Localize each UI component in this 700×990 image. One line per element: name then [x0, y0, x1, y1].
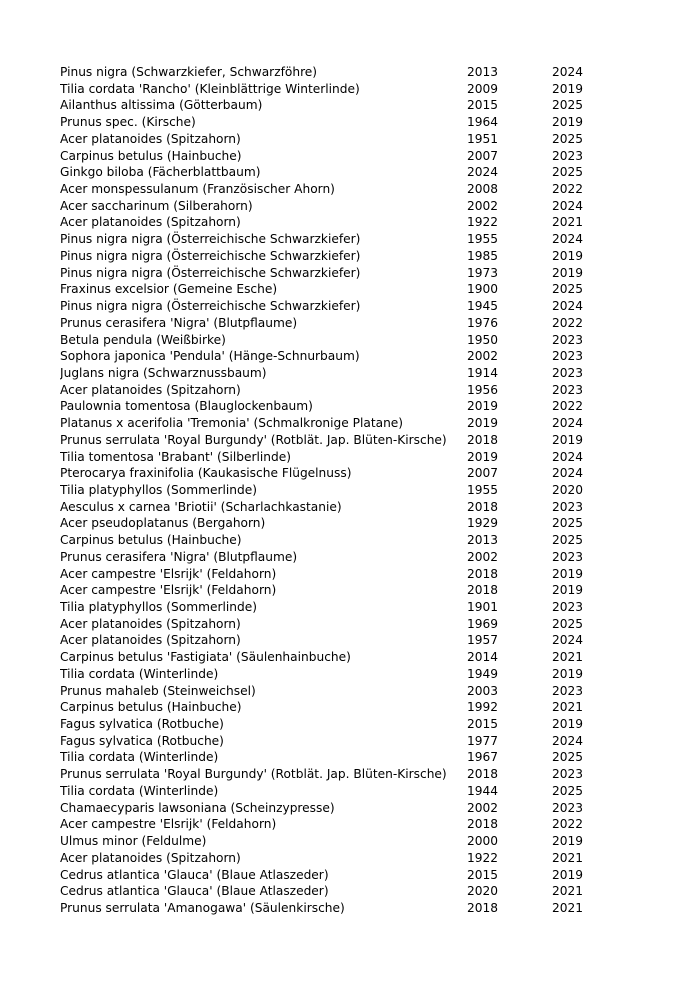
end-year: 2024	[552, 198, 584, 213]
planting-year: 2019	[467, 416, 499, 431]
end-year: 2023	[552, 332, 584, 347]
end-year: 2019	[552, 717, 584, 732]
tree-species-name: Prunus serrulata 'Amanogawa' (Säulenkirsche)	[60, 900, 345, 915]
end-year: 2021	[552, 650, 584, 665]
tree-species-name: Acer platanoides (Spitzahorn)	[60, 633, 241, 648]
table-row	[60, 281, 600, 298]
table-row	[60, 616, 600, 633]
tree-species-name: Juglans nigra (Schwarznussbaum)	[60, 365, 267, 380]
end-year: 2019	[552, 867, 584, 882]
tree-species-name: Acer platanoides (Spitzahorn)	[60, 215, 241, 230]
end-year: 2019	[552, 115, 584, 130]
planting-year: 2002	[467, 549, 499, 564]
end-year: 2023	[552, 499, 584, 514]
end-year: 2025	[552, 282, 584, 297]
tree-species-name: Platanus x acerifolia 'Tremonia' (Schmalkronige Platane)	[60, 416, 404, 431]
tree-species-name: Acer platanoides (Spitzahorn)	[60, 131, 241, 146]
table-row	[60, 432, 600, 449]
table-row	[60, 900, 600, 917]
table-row	[60, 382, 600, 399]
table-row	[60, 683, 600, 700]
table-row	[60, 632, 600, 649]
tree-species-name: Pterocarya fraxinifolia (Kaukasische Flügelnuss)	[60, 466, 352, 481]
planting-year: 2018	[467, 583, 499, 598]
planting-year: 1977	[467, 733, 499, 748]
end-year: 2022	[552, 399, 584, 414]
planting-year: 1955	[467, 482, 499, 497]
planting-year: 2015	[467, 717, 499, 732]
planting-year: 1951	[467, 131, 499, 146]
planting-year: 1929	[467, 516, 499, 531]
table-row	[60, 348, 600, 365]
planting-year: 2018	[467, 900, 499, 915]
planting-year: 1949	[467, 666, 499, 681]
planting-year: 1976	[467, 315, 499, 330]
table-row	[60, 298, 600, 315]
table-row	[60, 766, 600, 783]
planting-year: 1901	[467, 600, 499, 614]
planting-year: 1956	[467, 382, 499, 397]
planting-year: 1922	[467, 850, 499, 865]
table-row	[60, 716, 600, 733]
planting-year: 2002	[467, 800, 499, 815]
tree-species-name: Tilia platyphyllos (Sommerlinde)	[60, 600, 257, 614]
end-year: 2019	[552, 583, 584, 598]
planting-year: 2024	[467, 165, 499, 180]
end-year: 2023	[552, 549, 584, 564]
table-row	[60, 867, 600, 884]
end-year: 2020	[552, 482, 584, 497]
end-year: 2025	[552, 516, 584, 531]
planting-year: 1955	[467, 232, 499, 247]
tree-species-name: Acer platanoides (Spitzahorn)	[60, 382, 241, 397]
tree-species-name: Prunus spec. (Kirsche)	[60, 115, 196, 130]
planting-year: 2003	[467, 683, 499, 698]
tree-species-name: Acer campestre 'Elsrijk' (Feldahorn)	[60, 583, 277, 598]
planting-year: 1967	[467, 750, 499, 765]
tree-species-name: Carpinus betulus (Hainbuche)	[60, 148, 242, 163]
end-year: 2022	[552, 182, 584, 197]
tree-species-name: Pinus nigra nigra (Österreichische Schwarzkiefer)	[60, 265, 361, 280]
end-year: 2023	[552, 382, 584, 397]
table-row	[60, 81, 600, 98]
tree-species-name: Tilia cordata (Winterlinde)	[60, 750, 219, 765]
tree-species-name: Acer campestre 'Elsrijk' (Feldahorn)	[60, 566, 277, 581]
table-row	[60, 699, 600, 716]
tree-species-name: Tilia cordata 'Rancho' (Kleinblättrige Winterlinde)	[60, 81, 360, 96]
end-year: 2024	[552, 65, 584, 79]
end-year: 2024	[552, 733, 584, 748]
table-row	[60, 198, 600, 215]
end-year: 2021	[552, 900, 584, 915]
planting-year: 2008	[467, 182, 499, 197]
planting-year: 1969	[467, 616, 499, 631]
planting-year: 2002	[467, 198, 499, 213]
table-row	[60, 248, 600, 265]
end-year: 2025	[552, 616, 584, 631]
table-row	[60, 833, 600, 850]
tree-species-name: Paulownia tomentosa (Blauglockenbaum)	[60, 399, 313, 414]
tree-species-name: Chamaecyparis lawsoniana (Scheinzypresse)	[60, 800, 335, 815]
tree-species-name: Pinus nigra nigra (Österreichische Schwarzkiefer)	[60, 248, 361, 263]
table-row	[60, 733, 600, 750]
table-row	[60, 599, 600, 616]
end-year: 2024	[552, 633, 584, 648]
table-row	[60, 666, 600, 683]
end-year: 2023	[552, 683, 584, 698]
table-row	[60, 114, 600, 131]
planting-year: 1900	[467, 282, 499, 297]
end-year: 2024	[552, 299, 584, 314]
planting-year: 1950	[467, 332, 499, 347]
end-year: 2019	[552, 834, 584, 849]
end-year: 2023	[552, 148, 584, 163]
end-year: 2024	[552, 416, 584, 431]
tree-species-name: Carpinus betulus (Hainbuche)	[60, 533, 242, 548]
planting-year: 2000	[467, 834, 499, 849]
planting-year: 2015	[467, 867, 499, 882]
table-row	[60, 800, 600, 817]
tree-species-name: Aesculus x carnea 'Briotii' (Scharlachkastanie)	[60, 499, 342, 514]
tree-species-name: Prunus serrulata 'Royal Burgundy' (Rotblät. Jap. Blüten-Kirsche)	[60, 767, 447, 782]
planting-year: 2013	[467, 533, 499, 548]
end-year: 2022	[552, 817, 584, 832]
tree-species-name: Tilia cordata (Winterlinde)	[60, 783, 219, 798]
table-row	[60, 148, 600, 165]
table-row	[60, 181, 600, 198]
end-year: 2025	[552, 165, 584, 180]
tree-species-name: Pinus nigra nigra (Österreichische Schwarzkiefer)	[60, 232, 361, 247]
tree-species-name: Prunus serrulata 'Royal Burgundy' (Rotblät. Jap. Blüten-Kirsche)	[60, 432, 447, 447]
table-row	[60, 265, 600, 282]
tree-species-name: Betula pendula (Weißbirke)	[60, 332, 226, 347]
table-row	[60, 398, 600, 415]
tree-species-name: Sophora japonica 'Pendula' (Hänge-Schnurbaum)	[60, 349, 360, 364]
planting-year: 2020	[467, 884, 499, 899]
end-year: 2023	[552, 365, 584, 380]
tree-species-name: Cedrus atlantica 'Glauca' (Blaue Atlaszeder)	[60, 884, 329, 899]
planting-year: 1985	[467, 248, 499, 263]
planting-year: 2018	[467, 817, 499, 832]
tree-species-name: Ulmus minor (Feldulme)	[60, 834, 207, 849]
tree-species-name: Prunus cerasifera 'Nigra' (Blutpflaume)	[60, 315, 298, 330]
end-year: 2022	[552, 315, 584, 330]
planting-year: 1992	[467, 700, 499, 715]
tree-species-name: Tilia tomentosa 'Brabant' (Silberlinde)	[60, 449, 291, 464]
end-year: 2024	[552, 466, 584, 481]
planting-year: 1922	[467, 215, 499, 230]
end-year: 2024	[552, 232, 584, 247]
tree-species-name: Tilia platyphyllos (Sommerlinde)	[60, 482, 257, 497]
table-row	[60, 566, 600, 583]
table-row	[60, 515, 600, 532]
end-year: 2019	[552, 666, 584, 681]
tree-species-name: Pinus nigra (Schwarzkiefer, Schwarzföhre)	[60, 65, 318, 79]
table-row	[60, 97, 600, 114]
end-year: 2019	[552, 248, 584, 263]
planting-year: 2013	[467, 65, 499, 79]
tree-species-name: Ginkgo biloba (Fächerblattbaum)	[60, 165, 261, 180]
planting-year: 2018	[467, 566, 499, 581]
end-year: 2023	[552, 600, 584, 614]
table-row	[60, 449, 600, 466]
tree-species-name: Acer platanoides (Spitzahorn)	[60, 850, 241, 865]
tree-species-name: Carpinus betulus 'Fastigiata' (Säulenhainbuche)	[60, 650, 351, 665]
tree-species-name: Acer campestre 'Elsrijk' (Feldahorn)	[60, 817, 277, 832]
planting-year: 2009	[467, 81, 499, 96]
table-row	[60, 499, 600, 516]
table-row	[60, 332, 600, 349]
end-year: 2025	[552, 783, 584, 798]
end-year: 2019	[552, 265, 584, 280]
planting-year: 2015	[467, 98, 499, 113]
tree-species-name: Prunus mahaleb (Steinweichsel)	[60, 683, 256, 698]
table-row	[60, 164, 600, 181]
planting-year: 2018	[467, 499, 499, 514]
end-year: 2025	[552, 131, 584, 146]
end-year: 2019	[552, 566, 584, 581]
tree-species-name: Fagus sylvatica (Rotbuche)	[60, 733, 224, 748]
table-row	[60, 465, 600, 482]
table-row	[60, 883, 600, 900]
table-row	[60, 850, 600, 867]
table-row	[60, 214, 600, 231]
end-year: 2023	[552, 767, 584, 782]
table-row	[60, 415, 600, 432]
tree-species-name: Acer pseudoplatanus (Bergahorn)	[60, 516, 266, 531]
planting-year: 1914	[467, 365, 499, 380]
table-row	[60, 365, 600, 382]
planting-year: 2002	[467, 349, 499, 364]
tree-list-table	[60, 64, 600, 917]
end-year: 2025	[552, 533, 584, 548]
planting-year: 2019	[467, 399, 499, 414]
end-year: 2021	[552, 850, 584, 865]
table-row	[60, 783, 600, 800]
tree-species-name: Cedrus atlantica 'Glauca' (Blaue Atlaszeder)	[60, 867, 329, 882]
end-year: 2023	[552, 800, 584, 815]
table-row	[60, 131, 600, 148]
planting-year: 2007	[467, 466, 499, 481]
tree-species-name: Acer saccharinum (Silberahorn)	[60, 198, 253, 213]
end-year: 2023	[552, 349, 584, 364]
table-row	[60, 582, 600, 599]
end-year: 2025	[552, 98, 584, 113]
planting-year: 2014	[467, 650, 499, 665]
planting-year: 2018	[467, 432, 499, 447]
end-year: 2021	[552, 884, 584, 899]
planting-year: 1957	[467, 633, 499, 648]
end-year: 2019	[552, 81, 584, 96]
tree-species-name: Pinus nigra nigra (Österreichische Schwarzkiefer)	[60, 299, 361, 314]
tree-species-name: Acer platanoides (Spitzahorn)	[60, 616, 241, 631]
table-row	[60, 549, 600, 566]
tree-species-name: Fagus sylvatica (Rotbuche)	[60, 717, 224, 732]
table-row	[60, 482, 600, 499]
planting-year: 1945	[467, 299, 499, 314]
table-row	[60, 532, 600, 549]
tree-species-name: Carpinus betulus (Hainbuche)	[60, 700, 242, 715]
end-year: 2019	[552, 432, 584, 447]
table-row	[60, 315, 600, 332]
end-year: 2021	[552, 700, 584, 715]
end-year: 2021	[552, 215, 584, 230]
tree-species-name: Ailanthus altissima (Götterbaum)	[60, 98, 263, 113]
table-row	[60, 231, 600, 248]
end-year: 2024	[552, 449, 584, 464]
table-row	[60, 649, 600, 666]
tree-species-name: Fraxinus excelsior (Gemeine Esche)	[60, 282, 278, 297]
planting-year: 1944	[467, 783, 499, 798]
planting-year: 2018	[467, 767, 499, 782]
tree-species-name: Acer monspessulanum (Französischer Ahorn)	[60, 182, 335, 197]
planting-year: 1964	[467, 115, 499, 130]
planting-year: 1973	[467, 265, 499, 280]
planting-year: 2007	[467, 148, 499, 163]
planting-year: 2019	[467, 449, 499, 464]
table-row	[60, 816, 600, 833]
end-year: 2025	[552, 750, 584, 765]
tree-species-name: Prunus cerasifera 'Nigra' (Blutpflaume)	[60, 549, 298, 564]
table-row	[60, 749, 600, 766]
tree-species-name: Tilia cordata (Winterlinde)	[60, 666, 219, 681]
table-row	[60, 64, 600, 81]
